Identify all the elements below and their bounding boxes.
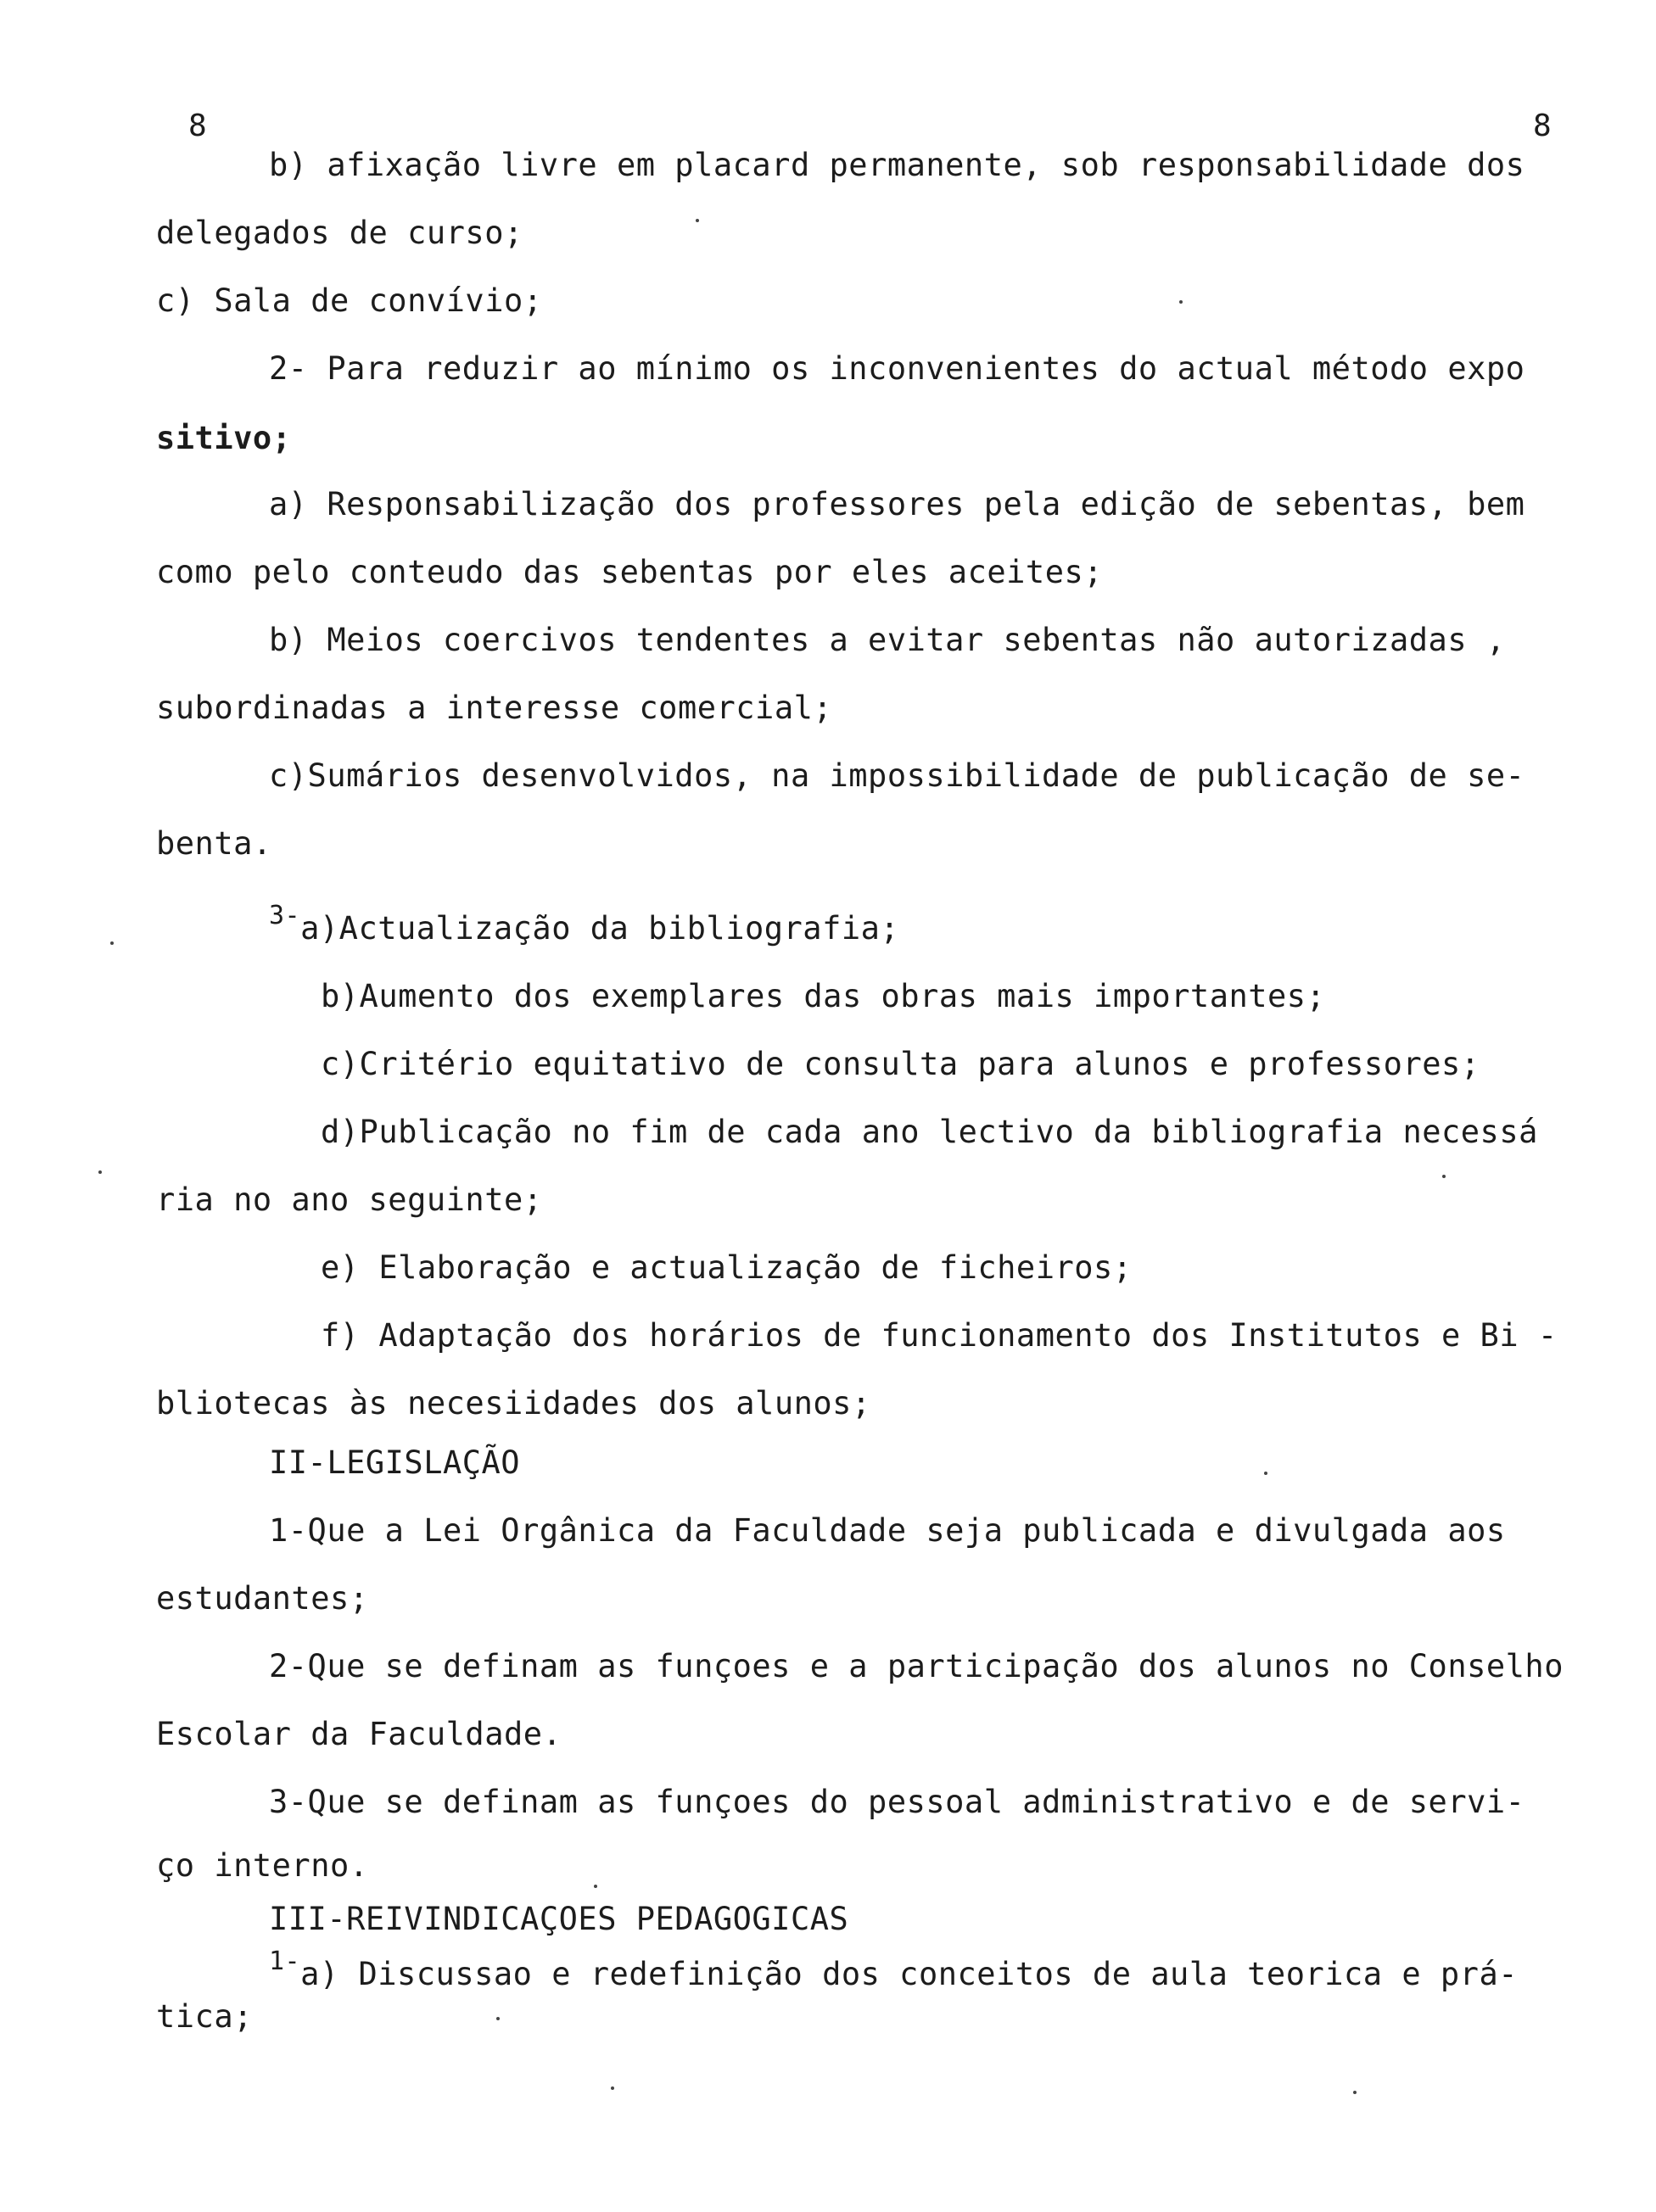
scan-speck [594,1885,597,1888]
item-marker: 1- [269,1947,301,1976]
page-number-right: 8 [1533,109,1552,143]
text-line: b) Meios coercivos tendentes a evitar sebentas não autorizadas , [269,622,1506,658]
scan-speck [496,2017,500,2020]
text-line: subordinadas a interesse comercial; [156,690,833,726]
scan-speck [611,2086,614,2090]
scan-speck [1264,1472,1267,1475]
text-line: sitivo; [156,420,292,456]
text-line: b)Aumento dos exemplares das obras mais importantes; [321,978,1326,1014]
text-line: bliotecas às necesiidades dos alunos; [156,1385,871,1422]
item-marker: 3- [269,901,301,930]
text-line: 2-Que se definam as funçoes e a participação dos alunos no Conselho [269,1648,1564,1684]
section-heading: III-REIVINDICAÇOES PEDAGOGICAS [269,1901,849,1937]
text-line [269,901,900,951]
text-span: a)Actualização da bibliografia; [300,910,900,947]
scan-speck [1353,2091,1357,2094]
text-line: delegados de curso; [156,215,523,251]
text-line: c)Critério equitativo de consulta para alunos e professores; [321,1046,1480,1082]
text-line: c)Sumários desenvolvidos, na impossibilidade de publicação de se- [269,757,1525,794]
text-span: a) Discussao e redefinição dos conceitos de aula teorica e prá- [300,1956,1519,1992]
text-line [269,1947,1519,1997]
text-line: ço interno. [156,1847,369,1884]
text-line: 3-Que se definam as funçoes do pessoal administrativo e de servi- [269,1784,1525,1820]
text-line: 1-Que a Lei Orgânica da Faculdade seja publicada e divulgada aos [269,1512,1506,1549]
scan-speck [98,1170,102,1174]
text-line: e) Elaboração e actualização de ficheiros; [321,1249,1133,1286]
text-line: tica; [156,1998,253,2035]
scan-speck [696,219,699,222]
section-heading: II-LEGISLAÇÃO [269,1444,521,1481]
text-line: benta. [156,825,272,862]
text-line: como pelo conteudo das sebentas por eles aceites; [156,554,1104,590]
text-line: a) Responsabilização dos professores pela edição de sebentas, bem [269,486,1525,522]
text-line: estudantes; [156,1580,369,1617]
scan-speck [1442,1175,1446,1178]
text-line: 2- Para reduzir ao mínimo os inconvenientes do actual método expo [269,350,1525,387]
text-line: ria no ano seguinte; [156,1181,543,1218]
text-line: d)Publicação no fim de cada ano lectivo da bibliografia necessá [321,1114,1538,1150]
page-number-left: 8 [188,109,207,143]
text-line: c) Sala de convívio; [156,282,543,319]
text-line: Escolar da Faculdade. [156,1716,562,1752]
scan-speck [1179,300,1183,304]
text-line: b) afixação livre em placard permanente, sob responsabilidade dos [269,147,1525,183]
text-line: f) Adaptação dos horários de funcionamento dos Institutos e Bi - [321,1317,1558,1354]
scan-speck [110,941,114,945]
